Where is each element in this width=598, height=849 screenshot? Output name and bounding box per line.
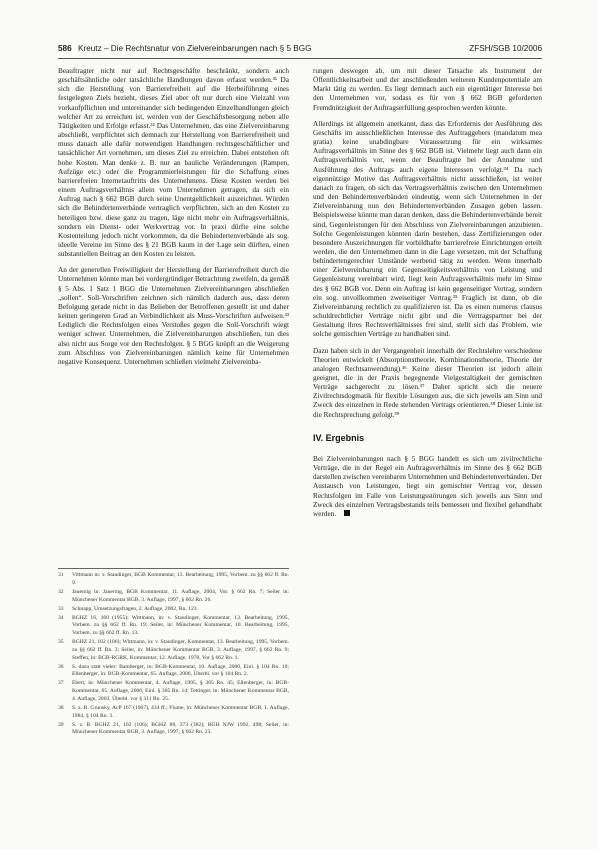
- conclusion-paragraph: [313, 455, 542, 519]
- footnote: [58, 722, 289, 737]
- footnote-text: S. z. B. Grunsky, AcP 167 (1967), 434 ff.; Flume, in: Münchener Kommentar BGB, 1. Auflage, 1984, § 104 Rn. 3.: [72, 704, 289, 719]
- footnote-text: S. dazu statt vieler: Bamberger, in: BGB-Kommentar, 10. Auflage, 2000, Einl. § 104 Rn. 10; Ellenberger, in: BGB-Kommentar, 65. Auflage, 2006, Überbl. vor § 104 Rn. 2.: [72, 663, 289, 678]
- footnote-text: BGHZ 21, 102 (106); Wittmann, in: v. Staudinger, Kommentar, 13. Bearbeitung, 1995, Vorbem. zu §§ 662 ff. Rn. 3; Seiler, in: Münchener Kommentar BGB, 3. Auflage, 1997, § 662 Rn. 9; Steffen, in: BGB-RGRK, Kommentar, 12. Auflage, 1978, Vor § 662 Rn. 1.: [72, 639, 289, 661]
- footnote-number: 32: [58, 588, 64, 595]
- footnote: [58, 639, 289, 662]
- footnote-text: Jauernig in: Jauernig, BGB Kommentar, 11. Auflage, 2004, Vor. § 662 Rn. 7; Seiler in: Münchener Kommentar BGB, 3. Auflage, 1997, § 662 Rn. 26.: [72, 588, 289, 603]
- footnote-text: Vittmann in: v. Staudinger, BGB Kommentar, 13. Bearbeitung, 1995, Vorbem. zu §§ 662 ff. Rn. 9.: [72, 572, 289, 586]
- body-paragraph: An der generellen Freiwilligkeit der Herstellung der Barrierefreiheit durch die Unternehmen könnte man bei vordergründiger Betrachtung zweifeln, da gemäß § 5 Abs. 1 Satz 1 BGG die Unternehmen Zielvereinbarungen abschließen „sollen“. Soll-Vorschriften zeichnen sich nämlich dadurch aus, dass deren Befolgung gerade nicht in das Belieben der Betroffenen gestellt ist und daher keinen geringeren Grad an Verbindlichkeit als Muss-Vorschriften aufweisen.³³ Lediglich die Rechtsfolgen eines Verstoßes gegen die Soll-Vorschrift wiegt weniger schwer. Unternehmen, die Zielvereinbarungen abschließen, tun dies also nicht aus Sorge vor den Rechtsfolgen. § 5 BGG knüpft an die Weigerung zum Abschluss von Zielvereinbarungen nämlich keine für Unternehmen negative Konsequenz. Unternehmen schließen vielmehr Zielvereinba-: [58, 266, 289, 366]
- body-paragraph: rungen deswegen ab, um mit dieser Tatsache als Instrument der Öffentlichkeitsarbeit und der anschließenden weiteren Kundenpotentiale am Markt tätig zu werden. Es liegt demnach auch ein eigentätiger Interesse bei den Unternehmen vor, sodass es für von § 662 BGB geforderten Fremdnützigkeit der Auftragserfüllung gesprochen werden könnte.: [313, 67, 542, 112]
- footnote-number: 31: [58, 572, 64, 578]
- body-paragraph: Dazu haben sich in der Vergangenheit innerhalb der Rechtslehre verschiedene Theorien entwickelt (Absorptionstheorie, Kombinationstheorie, Theorie der analogen Rechtsanwendung).³⁶ Keine dieser Theorien ist jedoch allein geeignet, die in der Praxis begegnende Vielgestaltigkeit der gemischten Verträge sachgerecht zu lösen.³⁷ Daher spricht sich die neuere Zivilrechtsdogmatik für flexible Lösungen aus, die sich jeweils am Sinn und Zweck des einzelnen in Rede stehenden Vertrags orientieren.³⁸ Dieser Linie ist die Rechtsprechung gefolgt.³⁹: [313, 346, 542, 419]
- page-number: 586: [58, 44, 72, 53]
- footnote-text: S. z. B. BGHZ 21, 102 (106); BGHZ 88, 373 (382); BGH NJW 1992, 498; Seiler, in: Münchener Kommentar BGB, 3. Auflage, 1997, § 662 Rn. 23.: [72, 721, 289, 736]
- conclusion-text: Bei Zielvereinbarungen nach § 5 BGG handelt es sich um zivilrechtliche Verträge, die in der Regel ein Auftragsverhältnis im Sinne des § 662 BGB darstellen zwischen vereinbaren Unternehmen und Behindertenverbänden. Der Austausch von Leistungen, liegt ein gemischter Vertrag vor, dessen Rechtsfolgen im Falle von Leistungsstörungen sich jeweils aus Sinn und Zweck des einzelnen Vertragsbestands teils bemessen und flexibel gehandhabt werden.: [313, 454, 542, 518]
- footnote-number: 33: [58, 605, 64, 612]
- footnote-number: 36: [58, 663, 64, 670]
- footnote: [58, 589, 289, 604]
- footnote-number: 35: [58, 639, 64, 646]
- section-heading: IV. Ergebnis: [313, 432, 365, 443]
- footnote: [58, 615, 289, 638]
- left-column: [58, 67, 289, 374]
- footnote-number: 38: [58, 704, 64, 711]
- footnote: [58, 705, 289, 720]
- journal-citation: ZFSH/SGB 10/2006: [469, 44, 542, 53]
- footnotes: [58, 568, 289, 739]
- end-of-article-mark: [344, 510, 350, 516]
- footnote-text: BGHZ 16, 160 (1955); Wittmann, in: v. Staudinger, Kommentar, 13. Bearbeitung, 1995, Vorbem. zu §§ 662 ff. Rn. 19; Seiler, in: Münchener Kommentar, 10. Bearbeitung, 1995, Vorbem. zu §§ 662 ff. Rn. 13.: [72, 614, 289, 637]
- footnote-number: 34: [58, 614, 64, 621]
- footnote: [58, 664, 289, 679]
- body-paragraph: Beauftragter nicht nur auf Rechtsgeschäfte beschränkt, sondern auch geschäftsähnliche oder tatsächliche Handlungen davon erfasst werden.³¹ Da sich die Herstellung von Barrierefreiheit auf die Herbeiführung eines festgelegten Ziels bezieht, dieses Ziel aber oft nur durch eine Vielzahl von vorkaufpflichten und untereinander sich bedingenden Einzelhandlungen gleich welcher Art zu erreichen ist, werden von der Geschäftsbesorgung neben alle Tätigkeiten und Erfolge erfasst.³² Das Unternehmen, das eine Zielvereinbarung abschließt, verpflichtet sich demnach zur Herstellung von Barrierefreiheit und muss danach alle dafür notwendigen Handlungen rechtsgeschäftlicher und tatsächlicher Art vornehmen, um dieses Ziel zu erreichen. Dabei entstehen oft hohe Kosten. Man denke z. B. nur an bauliche Veränderungen (Rampen, Aufzüge etc.) oder die Programmierleistungen für die Schaffung eines barrierefreien Internetauftritts des Unternehmens. Diese Kosten werden bei einem Auftragsverhältnis allein vom Unternehmen getragen, da sich ein Auftrag nach § 662 BGB durch seine Unentgeltlichkeit auszeichnet. Würden sich die Behindertenverbände vertraglich verpflichten, sich an den Kosten zu beteiligen bzw. diese ganz zu tragen, läge nicht mehr ein Auftragsverhältnis, sondern ein Dienst- oder Werkvertrag vor. In praxi dürfte eine solche Kostenteilung jedoch nicht vorkommen, da die Behindertenverbände als sog. ideelle Vereine im Sinne des § 21 BGB kaum in der Lage sein dürften, einen substantiellen Beitrag an den Kosten zu leisten.: [58, 67, 289, 259]
- running-title: Kreutz – Die Rechtsnatur von Zielvereinbarungen nach § 5 BGG: [78, 44, 312, 53]
- footnote-number: 39: [58, 721, 64, 728]
- footnote: [58, 606, 289, 614]
- right-column: [313, 67, 542, 526]
- footnote-number: 37: [58, 680, 64, 687]
- running-header: [58, 44, 542, 59]
- body-paragraph: Allerdings ist allgemein anerkannt, dass das Erfordernis der Ausführung des Geschäfts im ausschließlichen Interesse des Auftraggebers (mandatum mea gratia) keine unabdingbare Voraussetzung für ein wirksames Auftragsverhältnis im Sinne des § 662 BGB ist. Vielmehr liegt auch dann ein Auftragsverhältnis vor, wenn der Beauftragte bei der Annahme und Ausführung des Auftrags auch eigene Interessen verfolgt.³⁴ Da nach eigennützige Motive das Auftragsverhältnis nicht ausschließen, ist weiter danach zu fragen, ob sich das Vertragsverhältnis zwischen den Unternehmen und den Behindertenverbänden eindeutig, wenn sich Unternehmen in der Zielvereinbarung nun den Behindertenverbänden Zusagen geben lassen. Beispielsweise könnte man daran denken, dass die Behindertenverbände bereit sind, Gegenleistungen für den Abschluss von Zielvereinbarungen anzubieten. Solche Gegenleistungen könnten darin bestehen, dass Zertifizierungen oder besondere Auszeichnungen für vorbildhafte barrierefreie Einrichtungen erteilt werden, die den Unternehmen dann in die Lage versetzen, mit der Schaffung behindertengerechter Umstände werbend tätig zu werden. Wenn innerhalb einer Zielvereinbarung ein Gegenseitigkeitsverhältnis von Leistung und Gegenleistung vereinbart wird, liegt kein Auftragsverhältnis mehr im Sinne des § 662 BGB vor. Denn ein Auftrag ist kein gegenseitiger Vertrag, sondern ein sog. unvollkommen zweiseitiger Vertrag.³⁵ Fraglich ist dann, ob die Zielvereinbarung rechtlich zu qualifizieren ist. Da es einen numerus clausus schuldrechtlicher Verträge nicht gibt und die Vertragspartner bei der Gestaltung ihres Rechtsverhältnisses frei sind, stellt sich das Problem, wie solche gemischten Verträge zu handhaben sind.: [313, 119, 542, 339]
- footnote: [58, 680, 289, 703]
- footnote-text: Ebert, in: Münchener Kommentar, 4. Auflage, 1995, § 305 Rn. 45; Ellenberger, in: BGB-Kommentar, 65. Auflage, 2006, Einl. § 305 Rn. 14; Tettinger, in: Münchener Kommentar BGB, 4. Auflage, 2003, Überbl. vor § 311 Rn. 25.: [72, 680, 289, 702]
- footnote: [58, 572, 289, 587]
- footnote-text: Schnapp, Umsetzungsfragen, 2. Auflage, 2002, Rn. 123.: [72, 605, 198, 612]
